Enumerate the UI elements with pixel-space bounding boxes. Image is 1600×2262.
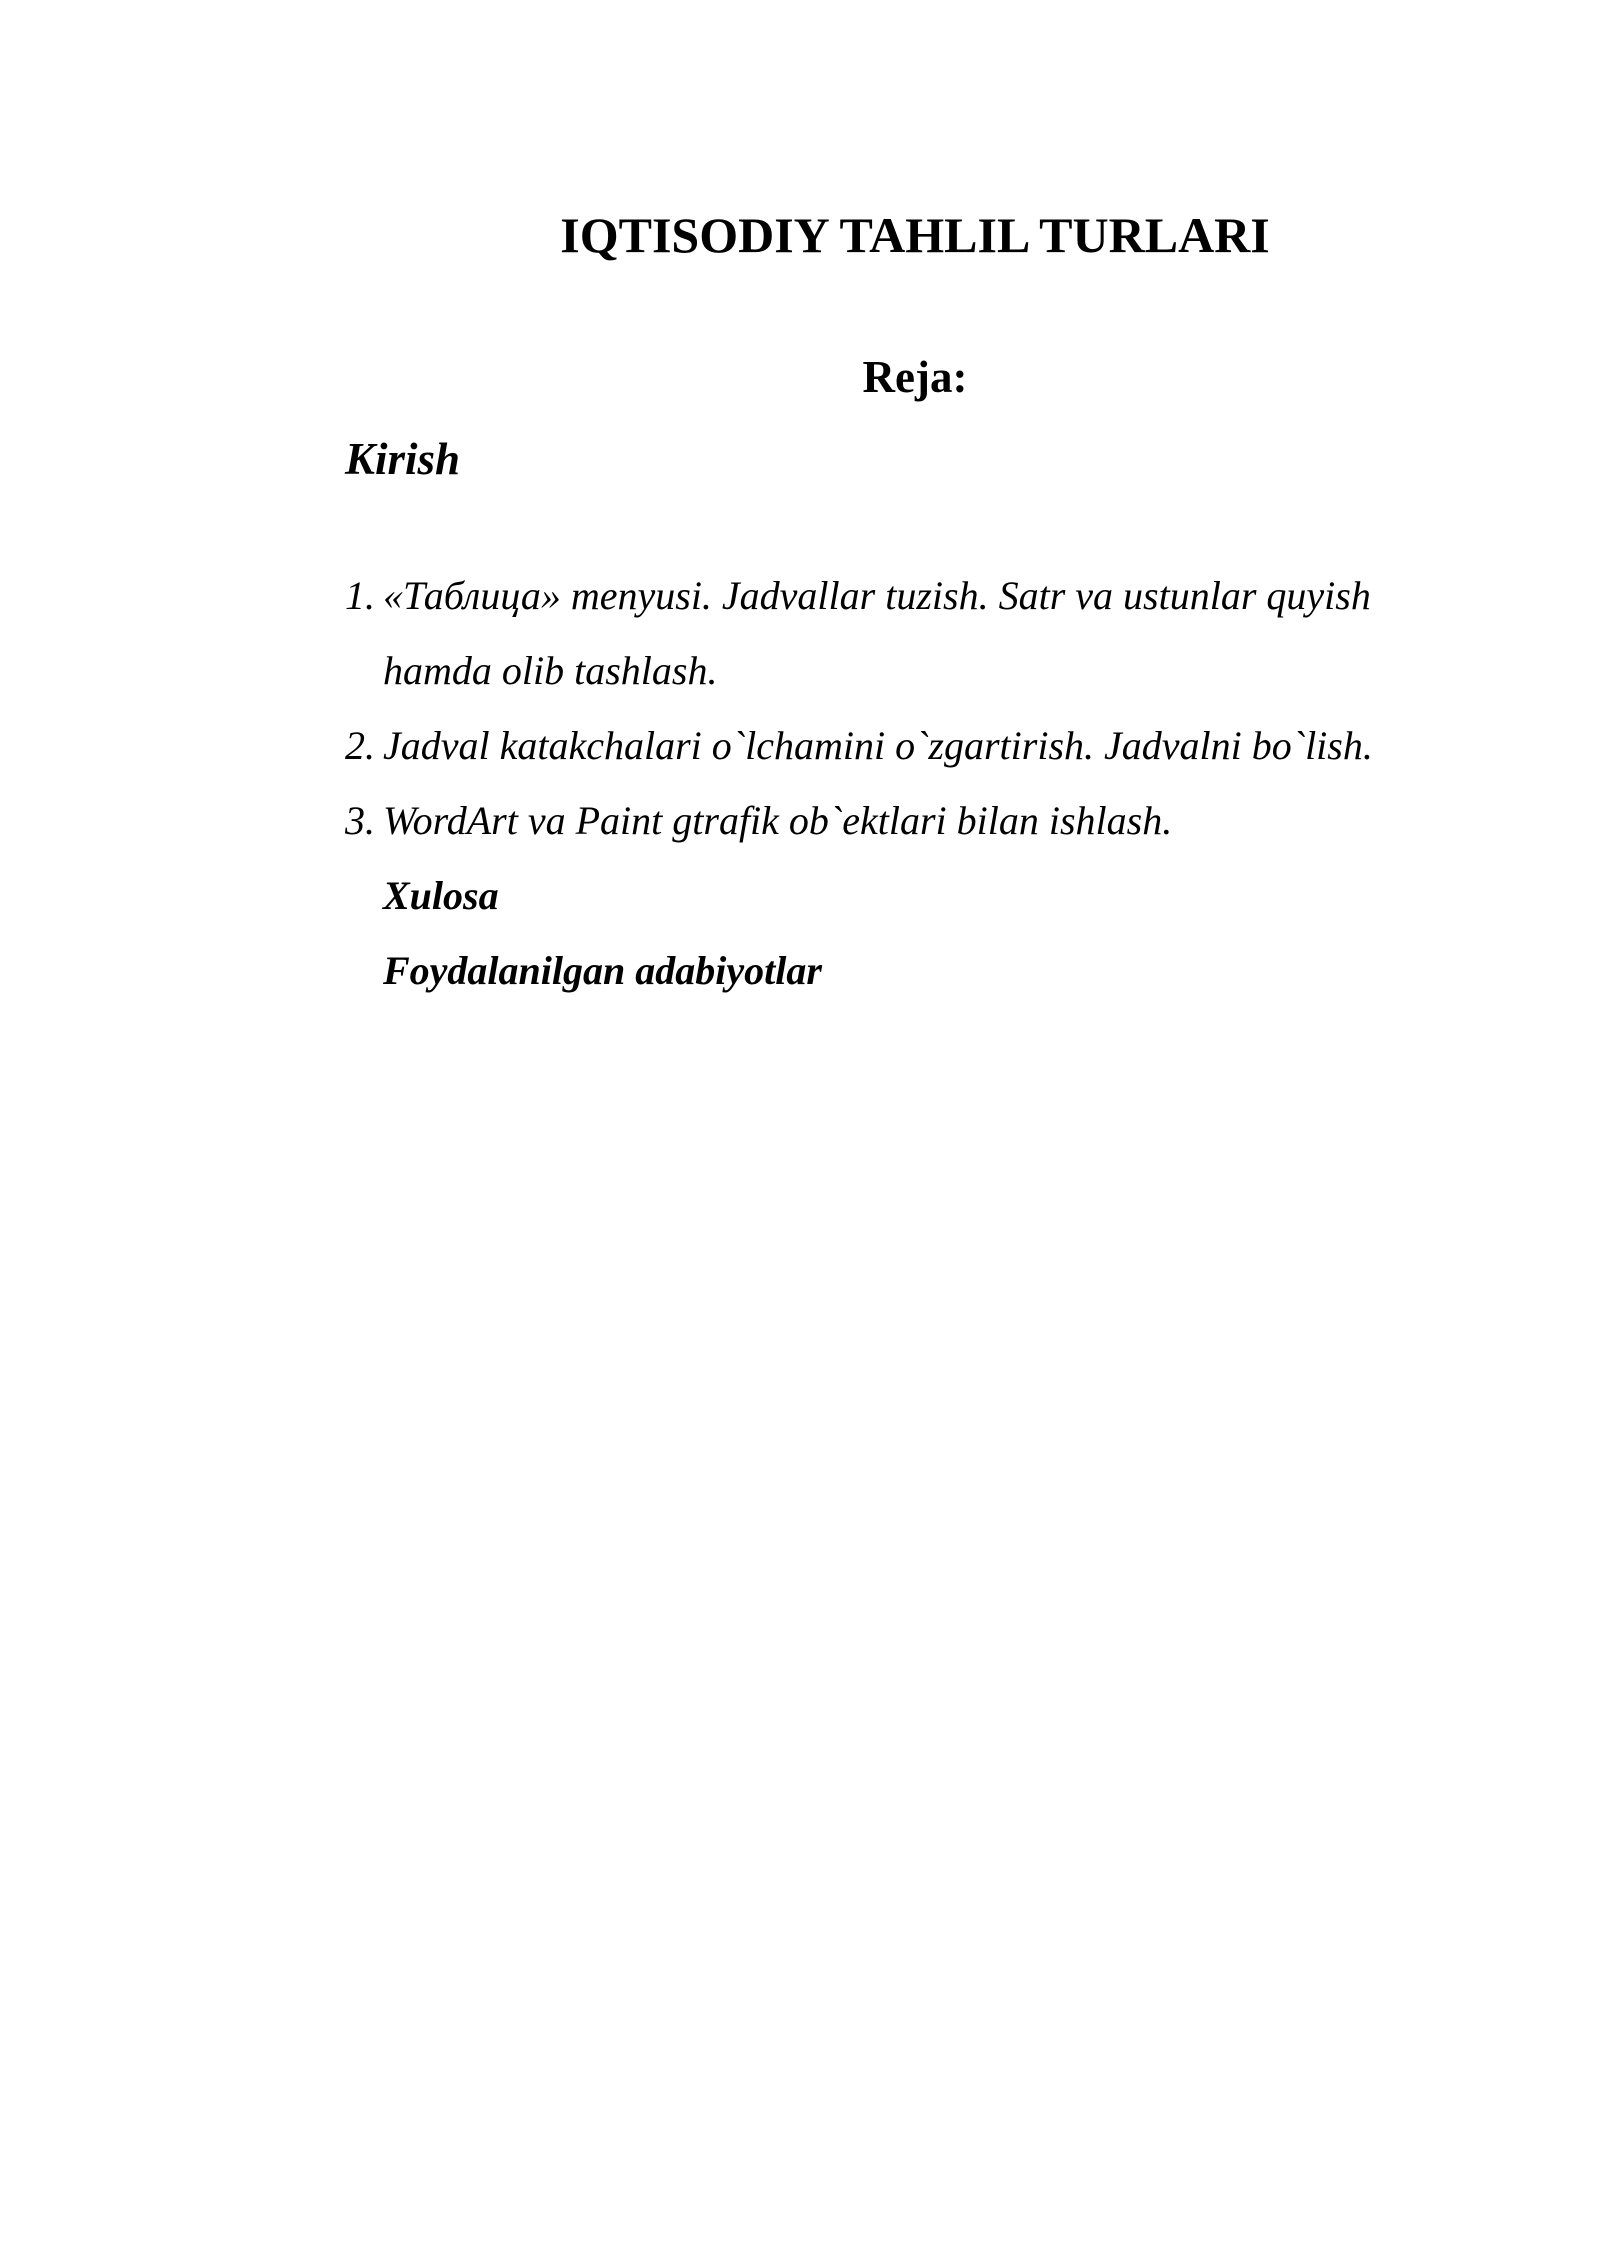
plan-item-3 bbox=[345, 783, 1475, 858]
plan-item-number: 1. bbox=[345, 573, 375, 618]
plan-item-text: WordArt va Paint gtrafik ob`ektlari bilan ishlash. bbox=[383, 798, 1173, 843]
conclusion-heading: Xulosa bbox=[383, 873, 499, 918]
intro-heading: Kirish bbox=[345, 434, 461, 484]
document-title: IQTISODIY TAHLIL TURLARI bbox=[560, 207, 1270, 263]
references-heading: Foydalanilgan adabiyotlar bbox=[383, 948, 822, 993]
plan-heading: Reja: bbox=[862, 352, 968, 402]
plan-item-2 bbox=[345, 708, 1475, 783]
plan-item-number: 2. bbox=[345, 723, 375, 768]
plan-item-text: «Таблица» menyusi. Jadvallar tuzish. Satr va ustunlar quyish bbox=[383, 573, 1371, 618]
plan-list bbox=[345, 558, 1475, 858]
plan-item-text: Jadval katakchalari o`lchamini o`zgartirish. Jadvalni bo`lish. bbox=[383, 723, 1373, 768]
plan-item-1 bbox=[345, 558, 1475, 708]
plan-item-number: 3. bbox=[345, 798, 375, 843]
plan-item-text-continuation: hamda olib tashlash. bbox=[383, 648, 718, 693]
